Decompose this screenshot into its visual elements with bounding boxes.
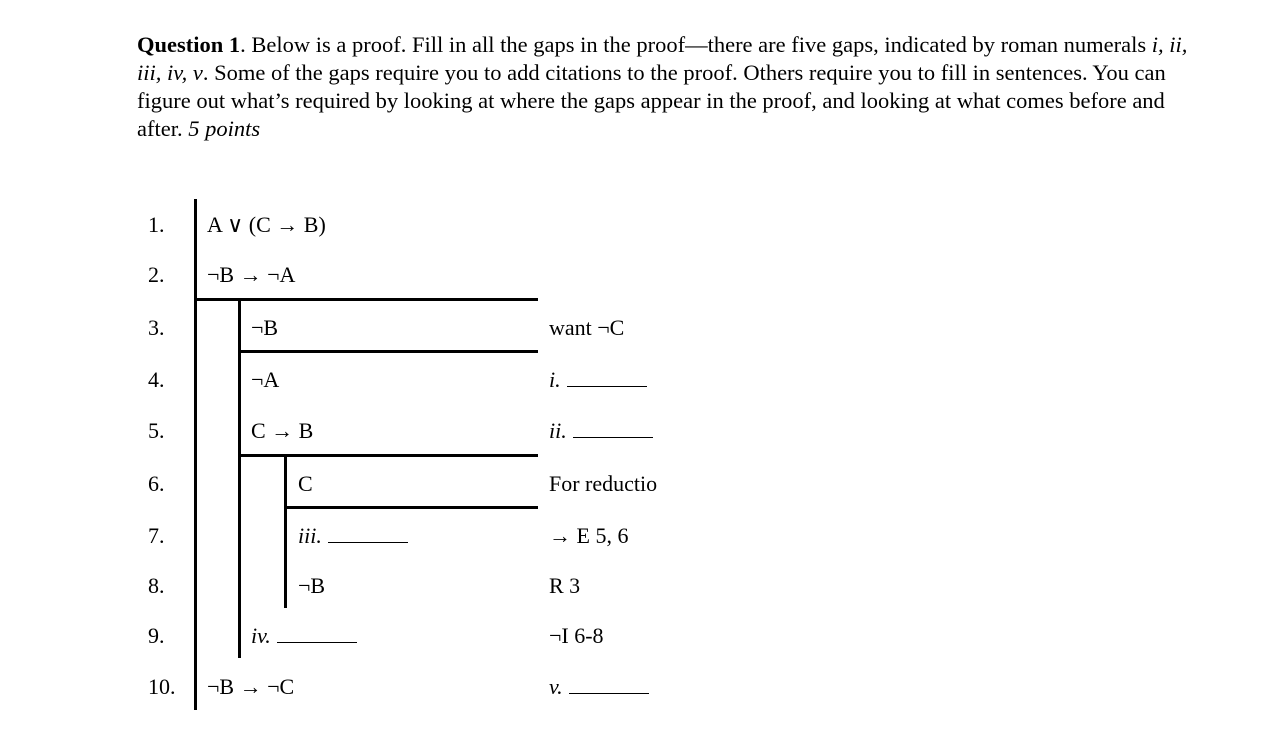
line-number: 7. xyxy=(148,523,165,548)
gap-ii xyxy=(549,419,653,443)
line-number: 10. xyxy=(148,674,176,699)
formula: ¬B xyxy=(298,573,326,598)
line-number: 8. xyxy=(148,573,165,598)
line-number: 3. xyxy=(148,315,165,340)
fill-in-blank[interactable] xyxy=(277,624,357,643)
gap-label: v. xyxy=(549,674,563,699)
line-number: 5. xyxy=(148,418,165,443)
assumption-2-top-bar xyxy=(238,454,538,457)
gap-label: ii. xyxy=(549,418,567,443)
justification: R 3 xyxy=(549,573,581,598)
question-instructions: . Some of the gaps require you to add citations to the proof. Others require you to fill in sentences. You can figure out what’s required by looking at where the gaps appear in the proof, and looking at what comes before and after. xyxy=(137,60,1166,141)
formula: A ∨ (C → B) xyxy=(207,212,326,237)
fill-in-blank[interactable] xyxy=(328,524,408,543)
justification: ¬I 6-8 xyxy=(549,623,604,648)
line-number: 6. xyxy=(148,471,165,496)
gap-label: iv. xyxy=(251,623,271,648)
line-number: 9. xyxy=(148,623,165,648)
fill-in-blank[interactable] xyxy=(569,675,649,694)
formula: ¬B xyxy=(251,315,279,340)
gap-label: i. xyxy=(549,367,561,392)
points-label: 5 points xyxy=(188,116,261,141)
justification: For reductio xyxy=(549,471,658,496)
question-text xyxy=(137,31,1197,143)
gap-i xyxy=(549,368,647,392)
question-label: Question 1 xyxy=(137,32,241,57)
line-number: 1. xyxy=(148,212,165,237)
formula: ¬A xyxy=(251,367,280,392)
justification: → E 5, 6 xyxy=(549,523,629,548)
formula: ¬B → ¬C xyxy=(207,674,295,699)
line-number: 4. xyxy=(148,367,165,392)
fill-in-blank[interactable] xyxy=(567,368,647,387)
gap-iii xyxy=(298,524,408,548)
assumption-2-bar xyxy=(284,506,538,509)
subproof-1-scope-line xyxy=(238,300,241,658)
justification: want ¬C xyxy=(549,315,625,340)
question-intro: . Below is a proof. Fill in all the gaps in the proof—there are five gaps, indicated by roman numerals xyxy=(240,32,1152,57)
gap-label: iii. xyxy=(298,523,322,548)
gap-numerals: i, ii, iii, iv, v xyxy=(137,32,1188,85)
line-number: 2. xyxy=(148,262,165,287)
assumption-1-bar xyxy=(238,350,538,353)
main-scope-line xyxy=(194,199,197,710)
assumption-1-top-bar xyxy=(238,298,538,301)
fill-in-blank[interactable] xyxy=(573,419,653,438)
gap-iv xyxy=(251,624,357,648)
subproof-2-scope-line xyxy=(284,455,287,608)
gap-v xyxy=(549,675,649,699)
formula: C → B xyxy=(251,418,314,443)
formula: ¬B → ¬A xyxy=(207,262,296,287)
formula: C xyxy=(298,471,313,496)
